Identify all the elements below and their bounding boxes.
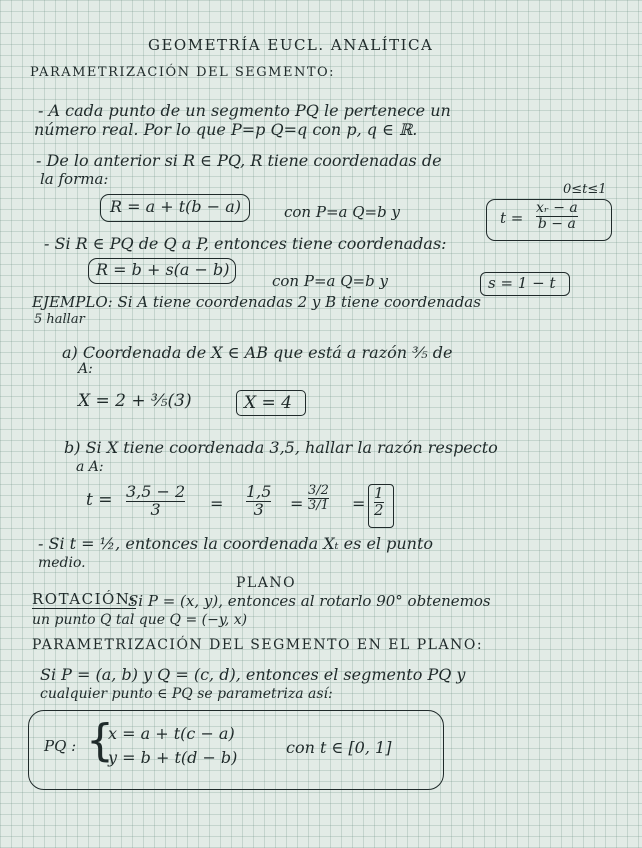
- example-a-equation: X = 2 + ⅗(3): [78, 391, 192, 411]
- fraction-4-denominator: 2: [374, 500, 384, 519]
- example-b-line: b) Si X tiene coordenada 3,5, hallar la razón respecto: [64, 438, 498, 457]
- rotation-line: Si P = (x, y), entonces al rotarlo 90° obtenemos: [128, 592, 491, 610]
- brace-icon: {: [86, 715, 114, 766]
- text-line: cualquier punto ∈ PQ se parametriza así:: [40, 686, 333, 702]
- example-a-line: A:: [78, 361, 93, 377]
- fraction-3-denominator: 3/1: [308, 497, 329, 513]
- system-condition: con t ∈ [0, 1]: [286, 738, 392, 757]
- equals-sign: =: [352, 494, 366, 513]
- example-b-fraction-4: [374, 486, 384, 519]
- example-line: EJEMPLO: Si A tiene coordenadas 2 y B tiene coordenadas: [32, 293, 481, 311]
- text-line: - De lo anterior si R ∈ PQ, R tiene coordenadas de: [36, 151, 442, 170]
- text-line: número real. Por lo que P=p Q=q con p, q ∈ ℝ.: [34, 120, 418, 139]
- fraction-2-numerator: 1,5: [246, 482, 272, 501]
- formula-r1-condition: con P=a Q=b y: [284, 203, 400, 221]
- example-b-t-label: t =: [86, 490, 113, 510]
- plano-label: PLANO: [236, 575, 297, 591]
- t-label: t =: [500, 209, 524, 227]
- example-b-fraction-3: [308, 484, 329, 512]
- section-heading-parametrization: PARAMETRIZACIÓN DEL SEGMENTO:: [30, 65, 336, 80]
- text-line: - Si R ∈ PQ de Q a P, entonces tiene coordenadas:: [44, 234, 447, 253]
- fraction-2-denominator: 3: [253, 499, 264, 519]
- fraction-1-numerator: 3,5 − 2: [126, 482, 186, 501]
- text-line: medio.: [38, 555, 86, 571]
- rotation-heading: ROTACIÓN:: [32, 590, 137, 608]
- equals-sign: =: [210, 494, 224, 513]
- system-equation-y: y = b + t(d − b): [108, 748, 238, 767]
- formula-r2-condition: con P=a Q=b y: [272, 272, 388, 290]
- example-b-fraction-1: [126, 484, 185, 519]
- example-a-line: a) Coordenada de X ∈ AB que está a razón ⅗ de: [62, 343, 453, 362]
- page-title: GEOMETRÍA EUCL. ANALÍTICA: [148, 36, 434, 54]
- text-line: la forma:: [40, 170, 109, 188]
- formula-r2: R = b + s(a − b): [96, 260, 230, 279]
- example-b-line: a A:: [76, 459, 104, 475]
- segment-label: PQ :: [44, 737, 77, 755]
- example-b-fraction-2: [246, 484, 271, 519]
- fraction-3-numerator: 3/2: [308, 483, 329, 498]
- t-numerator: xᵣ − a: [536, 200, 578, 216]
- fraction-4-numerator: 1: [374, 484, 384, 502]
- text-line: - Si t = ½, entonces la coordenada Xₜ es el punto: [38, 534, 434, 553]
- t-denominator: b − a: [537, 215, 576, 232]
- t-fraction: [536, 201, 578, 231]
- text-line: - A cada punto de un segmento PQ le pertenece un: [38, 101, 451, 120]
- fraction-1-denominator: 3: [150, 499, 161, 519]
- rotation-line: un punto Q tal que Q = (−y, x): [32, 612, 248, 628]
- section-heading-plane: PARAMETRIZACIÓN DEL SEGMENTO EN EL PLANO:: [32, 637, 484, 653]
- formula-r1: R = a + t(b − a): [110, 197, 242, 216]
- example-line: 5 hallar: [34, 312, 85, 327]
- equals-sign: =: [290, 494, 304, 513]
- formula-s: s = 1 − t: [488, 274, 556, 292]
- system-equation-x: x = a + t(c − a): [108, 724, 235, 743]
- range-note: 0≤t≤1: [563, 182, 607, 197]
- text-line: Si P = (a, b) y Q = (c, d), entonces el segmento PQ y: [40, 665, 466, 684]
- answer-a: X = 4: [244, 393, 292, 413]
